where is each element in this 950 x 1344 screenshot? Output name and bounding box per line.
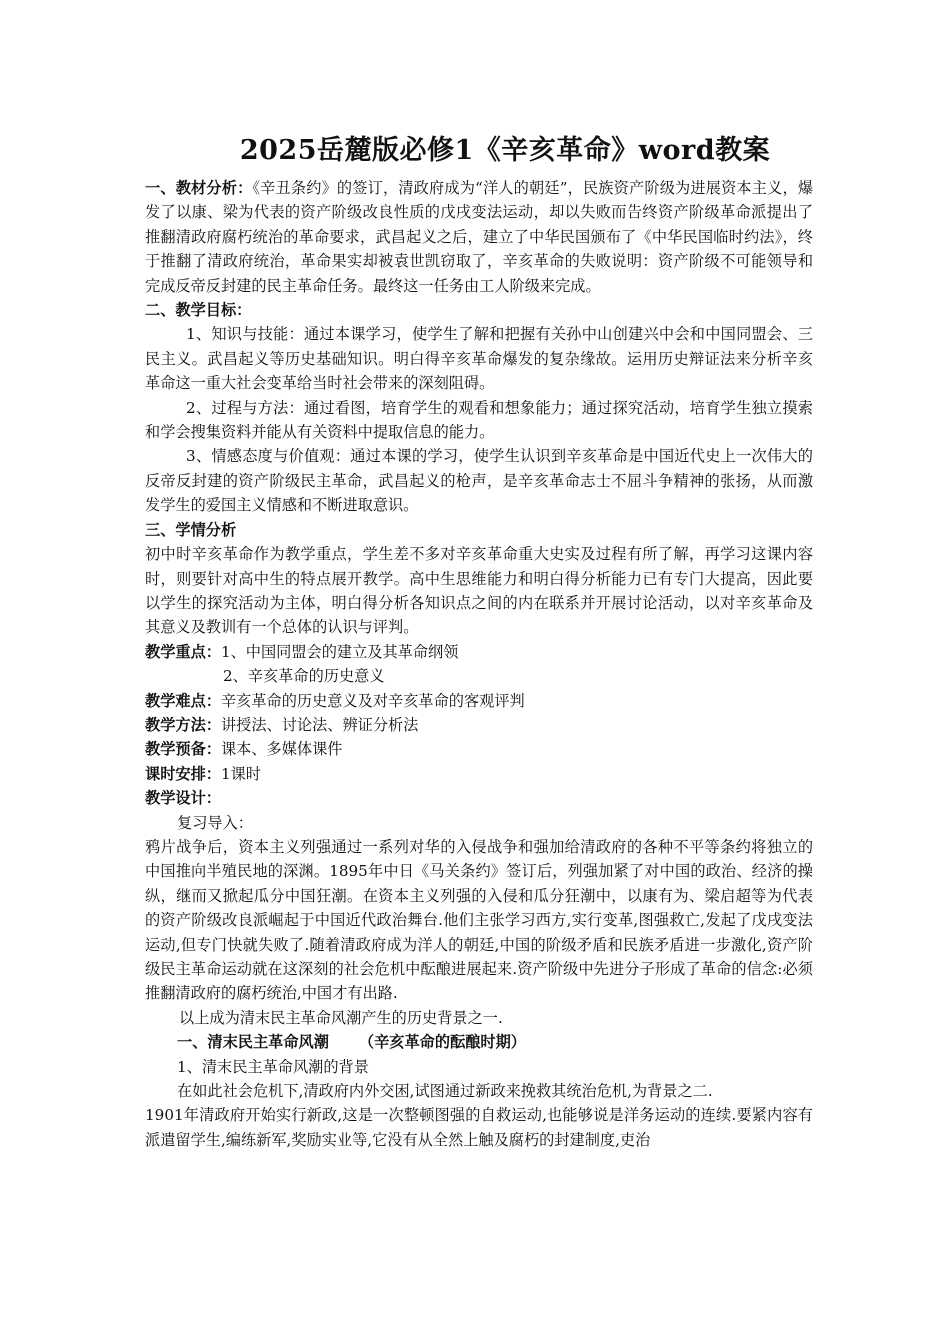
- teaching-focus-item-1: [145, 640, 813, 664]
- paragraph-text: 《辛丑条约》的签订，清政府成为“洋人的朝廷”，民族资产阶级为进展资本主义，爆发了以康、梁为代表的资产阶级改良性质的戊戌变法运动，却以失败而告终资产阶级革命派提出了推翻清政府腐朽统治的革命要求，武昌起义之后，建立了中华民国颁布了《中华民国临时约法》，终于推翻了清政府统治，革命果实却被袁世凯窃取了，辛亥革命的失败说明：资产阶级不可能领导和完成反帝反封建的民主革命任务。最终这一任务由工人阶级来完成。: [145, 179, 814, 295]
- paragraph-student-analysis: 初中时辛亥革命作为教学重点，学生差不多对辛亥革命重大史实及过程有所了解，再学习这课内容时，则要针对高中生的特点展开教学。高中生思维能力和明白得分析能力已有专门大提高，因此要以学生的探究活动为主体，明白得分析各知识点之间的内在联系并开展讨论活动，以对辛亥革命及其意义及教训有一个总体的认识与评判。: [145, 545, 813, 637]
- field-value: 1课时: [220, 764, 261, 783]
- review-intro-label: 复习导入：: [177, 813, 253, 832]
- section-note: （辛亥革命的酝酿时期）: [358, 1033, 526, 1052]
- paragraph-background-summary: 以上成为清末民主革命风潮产生的历史背景之一.: [179, 1008, 503, 1027]
- teaching-focus-item-2: 2、辛亥革命的历史意义: [223, 667, 385, 686]
- section-heading: 一、教材分析：: [145, 179, 253, 197]
- class-hours: [145, 762, 813, 786]
- paragraph-process-method: 2、过程与方法：通过看图，培育学生的观看和想象能力；通过探究活动，培育学生独立摸索和学会搜集资料并能从有关资料中提取信息的能力。: [145, 398, 813, 442]
- paragraph-background-2: 在如此社会危机下,清政府内外交困,试图通过新政来挽救其统治危机,为背景之二.: [177, 1082, 713, 1101]
- field-value: 辛亥革命的历史意义及对辛亥革命的客观评判: [220, 691, 525, 710]
- field-value: 课本、多媒体课件: [220, 740, 343, 759]
- paragraph-knowledge-skills: 1、知识与技能：通过本课学习，使学生了解和把握有关孙中山创建兴中会和中国同盟会、三民主义。武昌起义等历史基础知识。明白得辛亥革命爆发的复杂缘故。运用历史辩证法来分析辛亥革命这一重大社会变革给当时社会带来的深刻阻碍。: [145, 325, 813, 393]
- section-heading-revolution-tide: [145, 1030, 813, 1054]
- field-label: 教学预备：: [145, 740, 221, 759]
- section-title: 一、清末民主革命风潮: [177, 1033, 329, 1052]
- paragraph-emotion-values: 3、情感态度与价值观：通过本课的学习，使学生认识到辛亥革命是中国近代史上一次伟大的反帝反封建的资产阶级民主革命，武昌起义的枪声，是辛亥革命志士不屈斗争精神的张扬，从而激发学生的爱国主义情感和不断进取意识。: [145, 447, 813, 515]
- subsection-heading: 1、清末民主革命风潮的背景: [177, 1057, 369, 1076]
- field-label: 教学重点：: [145, 642, 221, 661]
- teaching-design-label: 教学设计：: [145, 789, 221, 808]
- section-heading: 二、教学目标：: [145, 301, 252, 320]
- field-value: 讲授法、讨论法、辨证分析法: [220, 715, 419, 734]
- field-value: 1、中国同盟会的建立及其革命纲领: [220, 642, 459, 661]
- field-label: 课时安排：: [145, 764, 221, 783]
- teaching-preparation: [145, 737, 813, 761]
- document-title: 2025岳麓版必修1《辛亥革命》word教案: [239, 135, 771, 166]
- paragraph-background-1: 鸦片战争后，资本主义列强通过一系列对华的入侵战争和强加给清政府的各种不平等条约将独立的中国推向半殖民地的深渊。1895年中日《马关条约》签订后，列强加紧了对中国的政治、经济的操纵，继而又掀起瓜分中国狂潮。在资本主义列强的入侵和瓜分狂潮中，以康有为、梁启超等为代表的资产阶级改良派崛起于中国近代政治舞台.他们主张学习西方,实行变革,图强救亡,发起了戊戌变法运动,但专门快就失败了.随着清政府成为洋人的朝廷,中国的阶级矛盾和民族矛盾进一步激化,资产阶级民主革命运动就在这深刻的社会危机中酝酿进展起来.资产阶级中先进分子形成了革命的信念:必须推翻清政府的腐朽统治,中国才有出路.: [145, 837, 813, 1003]
- section-textbook-analysis: [145, 176, 813, 298]
- paragraph-new-policy: 1901年清政府开始实行新政,这是一次整顿图强的自救运动,也能够说是洋务运动的连续.要紧内容有派遣留学生,编练新军,奖励实业等,它没有从全然上触及腐朽的封建制度,吏治: [145, 1106, 813, 1149]
- field-label: 教学难点：: [145, 691, 221, 710]
- teaching-difficulty: [145, 689, 813, 713]
- teaching-method: [145, 713, 813, 737]
- field-label: 教学方法：: [145, 715, 221, 734]
- document-body: [145, 176, 813, 1152]
- section-heading: 三、学情分析: [145, 520, 237, 539]
